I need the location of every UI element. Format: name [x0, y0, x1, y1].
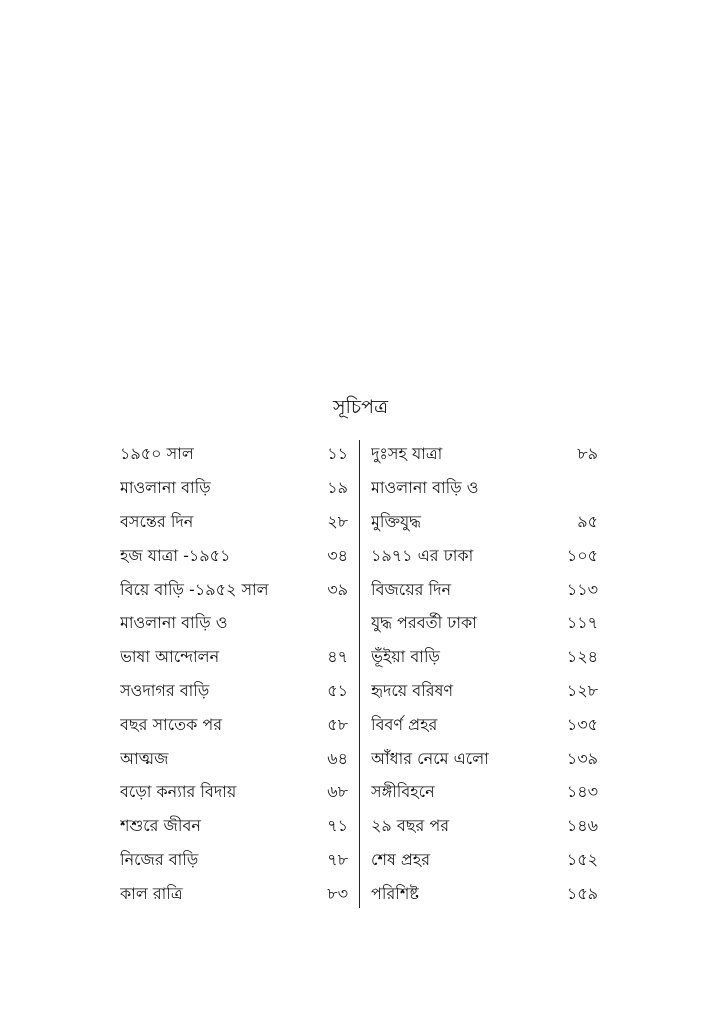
- toc-entry: [120, 607, 348, 641]
- toc-entry-title: কাল রাত্রি: [120, 883, 183, 903]
- toc-entry: [120, 641, 348, 675]
- toc-entry-page: ৮৩: [327, 883, 348, 903]
- toc-entry: [120, 573, 348, 607]
- toc-entry-page: ১০৫: [566, 545, 598, 565]
- toc-entry-title: ভাষা আন্দোলন: [120, 647, 220, 667]
- toc-entry-page: ৩৪: [327, 545, 348, 565]
- toc-entry: [120, 776, 348, 810]
- toc-entry-title: সঙ্গীবিহনে: [371, 782, 435, 802]
- toc-entry: [371, 675, 598, 709]
- toc-entry: [120, 472, 348, 506]
- toc-entry: [120, 877, 348, 911]
- toc-entry-title: বছর সাতেক পর: [120, 714, 223, 734]
- toc-entry-page: ৭৮: [327, 849, 348, 869]
- toc-entry: [371, 776, 598, 810]
- toc-entry-page: ৫৮: [327, 714, 348, 734]
- toc-entry-page: ১৩৯: [566, 748, 598, 768]
- toc-entry: [371, 708, 598, 742]
- toc-entry-page: ১৩৫: [566, 714, 598, 734]
- toc-entry-title: দুঃসহ যাত্রা: [371, 444, 443, 464]
- toc-entry: [120, 675, 348, 709]
- toc-entry-page: ৩৯: [327, 579, 348, 599]
- toc-entry: [120, 438, 348, 472]
- toc-entry-title: হৃদয়ে বরিষণ: [371, 680, 454, 700]
- toc-entry-title: হজ যাত্রা -১৯৫১: [120, 545, 231, 565]
- toc-entry-title: যুদ্ধ পরবর্তী ঢাকা: [371, 613, 477, 633]
- toc-entry-title: বসন্তের দিন: [120, 511, 194, 531]
- toc-entry-page: ১৫২: [566, 849, 598, 869]
- toc-entry-page: ১১৩: [566, 579, 598, 599]
- toc-entry-page: ৬৪: [327, 748, 348, 768]
- toc-entry: [120, 539, 348, 573]
- toc-entry-page: ১১: [327, 444, 348, 464]
- toc-entry-page: ৪৭: [327, 647, 348, 667]
- toc-entry: [371, 506, 598, 540]
- toc-entry: [371, 472, 598, 506]
- toc-entry-page: ১৪৩: [566, 782, 598, 802]
- toc-entry-page: ৯৫: [577, 511, 598, 531]
- toc-entry-title: পরিশিষ্ট: [371, 883, 419, 903]
- toc-entry: [120, 844, 348, 878]
- toc-entry-page: ১৫৯: [566, 883, 598, 903]
- toc-entry-page: ৫১: [327, 680, 348, 700]
- toc-entry: [371, 438, 598, 472]
- toc-entry-page: ৮৯: [577, 444, 598, 464]
- toc-entry-title: বিবর্ণ প্রহর: [371, 714, 438, 734]
- toc-entry-title: ভূঁইয়া বাড়ি: [371, 647, 440, 667]
- toc-entry-title: সওদাগর বাড়ি: [120, 680, 210, 700]
- page-title: সূচিপত্র: [332, 396, 389, 418]
- toc-entry-page: ১২৪: [566, 647, 598, 667]
- toc-entry-title: বিয়ে বাড়ি -১৯৫২ সাল: [120, 579, 269, 599]
- toc-entry-page: ১২৮: [566, 680, 598, 700]
- toc-entry: [371, 877, 598, 911]
- toc-entry: [371, 844, 598, 878]
- toc-entry-title: আঁধার নেমে এলো: [371, 748, 489, 768]
- toc-entry-page: ১৪৬: [566, 816, 598, 836]
- toc-entry-title: ১৯৫০ সাল: [120, 444, 194, 464]
- toc-entry-title: মাওলানা বাড়ি ও: [371, 478, 479, 498]
- toc-entry: [371, 742, 598, 776]
- toc-entry: [371, 607, 598, 641]
- toc-entry-page: ১১৭: [566, 613, 598, 633]
- toc-entry-title: মাওলানা বাড়ি: [120, 478, 211, 498]
- toc-entry-title: আত্মজ: [120, 748, 169, 768]
- toc-entry-title: বিজয়ের দিন: [371, 579, 452, 599]
- toc-right-column: [371, 438, 598, 911]
- toc-entry-title: মাওলানা বাড়ি ও: [120, 613, 228, 633]
- toc-entry-page: ২৮: [327, 511, 348, 531]
- toc-entry: [120, 506, 348, 540]
- toc-entry: [120, 742, 348, 776]
- toc-entry-title: বড়ো কন্যার বিদায়: [120, 782, 237, 802]
- toc-entry-title: মুক্তিযুদ্ধ: [371, 511, 421, 531]
- toc-entry-page: ৭১: [327, 816, 348, 836]
- toc-entry: [371, 641, 598, 675]
- toc-entry-page: ১৯: [327, 478, 348, 498]
- toc-entry: [371, 810, 598, 844]
- toc-entry: [120, 708, 348, 742]
- toc-entry-title: ২৯ বছর পর: [371, 816, 450, 836]
- toc-entry-page: ৬৮: [327, 782, 348, 802]
- toc-entry: [371, 539, 598, 573]
- toc-entry-title: শেষ প্রহর: [371, 849, 431, 869]
- toc-entry-title: ১৯৭১ এর ঢাকা: [371, 545, 474, 565]
- toc-left-column: [120, 438, 348, 911]
- column-divider: [359, 440, 360, 908]
- toc-entry: [120, 810, 348, 844]
- toc-entry-title: নিজের বাড়ি: [120, 849, 199, 869]
- toc-entry-title: শশুরে জীবন: [120, 816, 201, 836]
- toc-entry: [371, 573, 598, 607]
